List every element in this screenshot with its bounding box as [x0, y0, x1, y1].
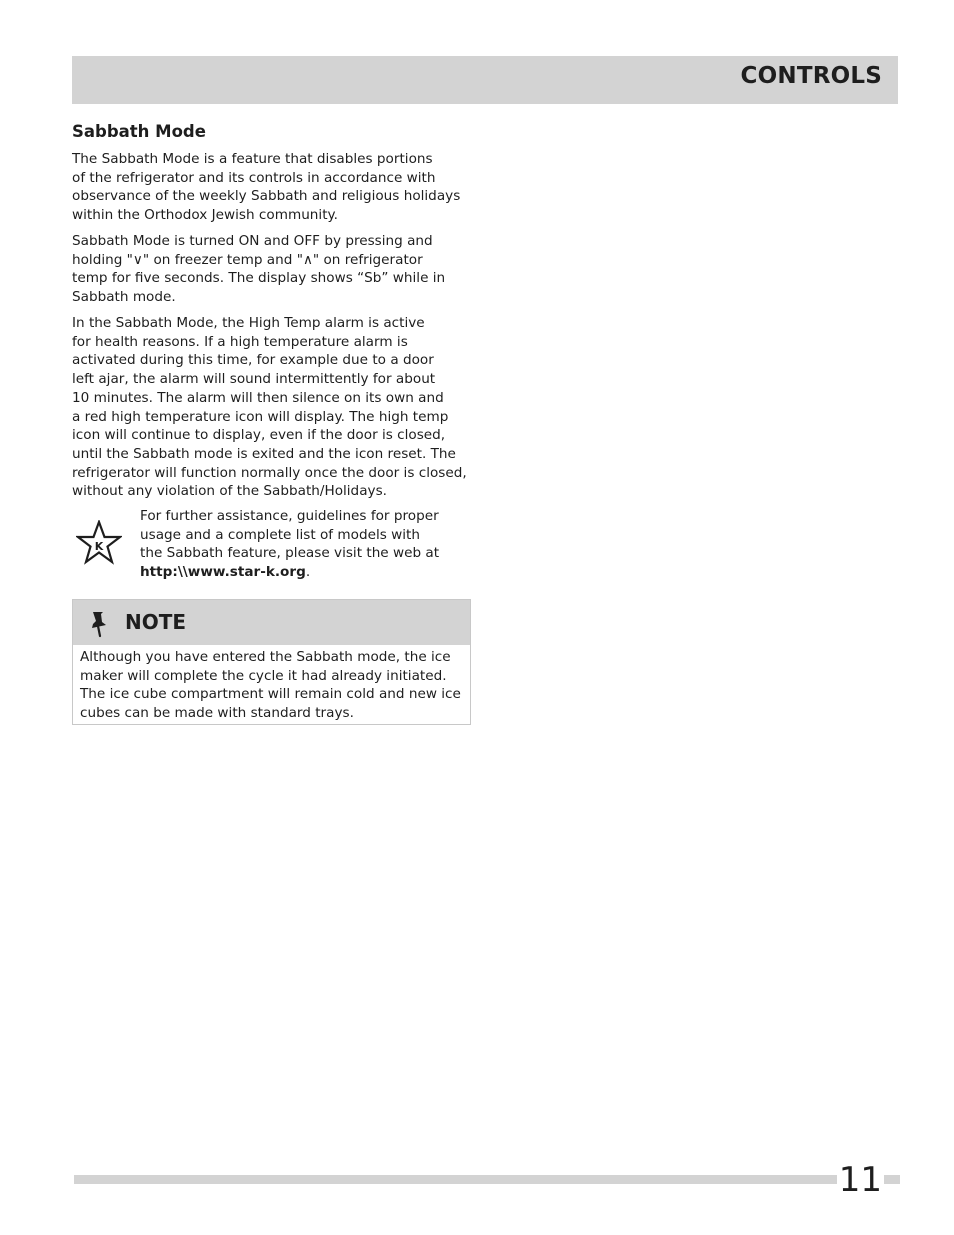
note-title: NOTE	[125, 610, 187, 634]
assistance-period: .	[305, 564, 311, 581]
note-box	[72, 599, 471, 725]
star-k-icon	[76, 520, 122, 566]
assistance-body: For further assistance, guidelines for proper usage and a complete list of models with the Sabbath feature, please visit the web at	[140, 508, 440, 562]
footer-bar	[74, 1175, 900, 1184]
page-number: 11	[838, 1160, 882, 1200]
assistance-text	[140, 507, 460, 582]
paragraph-alarm: In the Sabbath Mode, the High Temp alarm is active for health reasons. If a high temperature alarm is activated during this time, for example due to a door left ajar, the alarm will sound intermittently for about 10 minutes. The alarm will then silence on its own and a red high temperature icon will display. The high temp icon will continue to display, even if the door is closed, until the Sabbath mode is exited and the icon reset. The refrigerator will function normally once the door is closed, without any violation of the Sabbath/Holidays.	[72, 315, 467, 500]
note-header	[73, 600, 470, 645]
header-bar	[72, 56, 898, 104]
star-k-link[interactable]: http:\\www.star-k.org	[140, 564, 306, 581]
section-heading: Sabbath Mode	[72, 122, 206, 141]
pushpin-icon	[88, 610, 110, 638]
paragraph-intro: The Sabbath Mode is a feature that disables portions of the refrigerator and its controls in accordance with observance of the weekly Sabbath and religious holidays within the Orthodox Jewish community.	[72, 151, 461, 224]
page-title: CONTROLS	[740, 63, 882, 89]
note-body: Although you have entered the Sabbath mode, the ice maker will complete the cycle it had already initiated. The ice cube compartment will remain cold and new ice cubes can be made with standard trays.	[80, 649, 461, 722]
star-k-letter: K	[94, 540, 104, 553]
paragraph-activation: Sabbath Mode is turned ON and OFF by pressing and holding "∨" on freezer temp and "∧" on refrigerator temp for five seconds. The display shows “Sb” while in Sabbath mode.	[72, 233, 446, 306]
